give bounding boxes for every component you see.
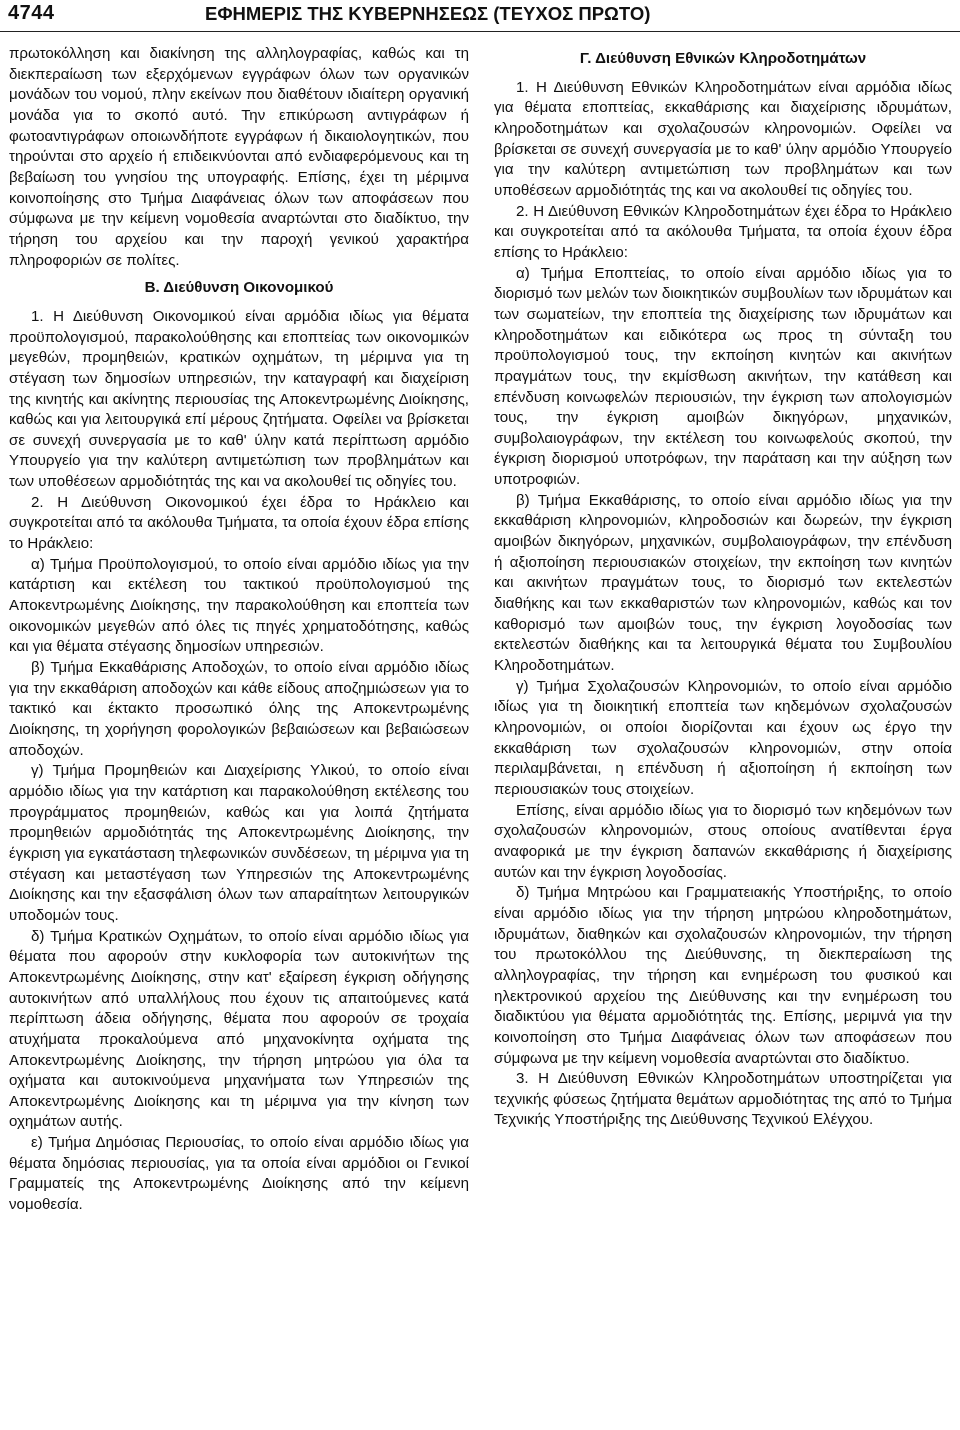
left-column [9,44,469,1216]
paragraph-b2d: δ) Τμήμα Κρατικών Οχημάτων, το οποίο είναι αρμόδιο ιδίως για θέματα που αφορούν στην κυκλοφορία των αυτοκινήτων της Αποκεντρωμένης Διοίκησης, στην κατ' εξαίρεση έγκριση οδήγησης αυτοκινήτων από υπαλλήλους που έχουν τις απαιτούμενες κατά περίπτωση άδεια οδήγησης, θέματα που αφορούν σε τροχαία ατυχήματα προκαλούμενα από μηχανοκίνητα οχήματα της Αποκεντρωμένης Διοίκησης, την τήρηση μητρώου για όλα τα οχήματα και αυτοκινούμενα μηχανήματα των Υπηρεσιών της Αποκεντρωμένης Διοίκησης και τη μέριμνα για την κίνηση των οχημάτων αυτής. [9,927,469,1131]
page-number: 4744 [8,2,55,24]
paragraph-c2d: δ) Τμήμα Μητρώου και Γραμματειακής Υποστήριξης, το οποίο είναι αρμόδιο ιδίως για την τήρηση μητρώου κληροδοτημάτων, ιδρυμάτων, διαθηκών και σχολαζουσών κληρονομιών, την τήρηση του πρωτοκόλλου της Διεύθυνσης, τη διεκπεραίωση της αλληλογραφίας, την τήρηση και ενημέρωση του φυσικού και ηλεκτρονικού αρχείου της Διεύθυνσης και την ενημέρωση του διαδικτύου για θέματα αρμοδιότητάς της. Επίσης, μεριμνά για την κοινοποίηση στο Τμήμα Διαφάνειας όλων των αποφάσεων που σύμφωνα με την κείμενη νομοθεσία αναρτώνται στο διαδίκτυο. [494,884,952,1067]
paragraph-c2c-extra: Επίσης, είναι αρμόδιο ιδίως για το διορισμό των κηδεμόνων των σχολαζουσών κληρονομιών, στους οποίους ανατίθενται έργα αναφορικά με την έγκριση δαπανών εκκαθάρισης ή διαχείρισης αυτών και την έγκριση λογοδοσίας. [494,801,952,881]
paragraph-b2b: β) Τμήμα Εκκαθάρισης Αποδοχών, το οποίο είναι αρμόδιο ιδίως για την εκκαθάριση αποδοχών και κάθε είδους αποζημιώσεων για το τακτικό και έκτακτο προσωπικό όλης της Αποκεντρωμένης Διοίκησης, τη χορήγηση φορολογικών βεβαιώσεων και βεβαιώσεων αποδοχών. [9,659,469,759]
paragraph-b2e: ε) Τμήμα Δημόσιας Περιουσίας, το οποίο είναι αρμόδιο ιδίως για θέματα δημόσιας περιουσίας, για τα οποία είναι αρμόδιοι οι Γενικοί Γραμματείς της Αποκεντρωμένης Διοίκησης από την κείμενη νομοθεσία. [9,1134,469,1214]
paragraph-c2a: α) Τμήμα Εποπτείας, το οποίο είναι αρμόδιο ιδίως για το διορισμό των μελών των διοικητικών συμβουλίων των ιδρυμάτων και των σωματείων, την εποπτεία της διαχείρισης των ιδρυμάτων και κληροδοτημάτων και ειδικότερα ως προς τη σύνταξη του προϋπολογισμού τους, την εκποίηση κινητών και ακινήτων πραγμάτων τους, την εκμίσθωση ακινήτων, την κατάθεση και επένδυση κοινωφελών περιουσιών, την έγκριση των απολογισμών τους, την έγκριση αμοιβών δικηγόρων, μηχανικών, συμβολαιογράφων, την εκτέλεση του κοινωφελούς σκοπού, την έγκριση διορισμού υποτρόφων, την παράταση και την αύξηση των υποτροφιών. [494,264,952,489]
journal-title: ΕΦΗΜΕΡΙΣ ΤΗΣ ΚΥΒΕΡΝΗΣΕΩΣ (ΤΕΥΧΟΣ ΠΡΩΤΟ) [205,3,651,24]
paragraph-b2c: γ) Τμήμα Προμηθειών και Διαχείρισης Υλικού, το οποίο είναι αρμόδιο ιδίως για την κατάρτιση και παρακολούθηση εκτέλεσης του προγράμματος προμηθειών, καθώς και για λοιπά ζητήματα προμηθειών αρμοδιότητάς της Αποκεντρωμένης Διοίκησης, την έγκριση για εγκατάσταση τηλεφωνικών συνδέσεων, τη μέριμνα για τη στέγαση και μεταστέγαση των Υπηρεσιών της Αποκεντρωμένης Διοίκησης και την εξασφάλιση όλων των απαραίτητων λειτουργικών υποδομών τους. [9,762,469,924]
paragraph-c3: 3. Η Διεύθυνση Εθνικών Κληροδοτημάτων υποστηρίζεται για τεχνικής φύσεως ζητήματα θεμάτων αρμοδιότητας της από το Τμήμα Τεχνικής Υποστήριξης της Διεύθυνσης Τεχνικού Ελέγχου. [494,1070,952,1129]
paragraph-c2b: β) Τμήμα Εκκαθάρισης, το οποίο είναι αρμόδιο ιδίως για την εκκαθάριση κληρονομιών, κληροδοσιών και δωρεών, την έγκριση αμοιβών δικηγόρων, μηχανικών, συμβολαιογράφων, την επένδυση ή αξιοποίηση περιουσιακών στοιχείων, την εκποίηση των κινητών και ακινήτων πραγμάτων τους, το διορισμό των εκτελεστών διαθήκης και των εκκαθαριστών των κληρονομιών, καθώς και τον καθορισμό των αμοιβών τους, την έγκριση λογοδοσίας των εκτελεστών διαθήκης και τα λειτουργικά θέματα του Συμβουλίου Κληροδοτημάτων. [494,491,952,675]
paragraph-b2a: α) Τμήμα Προϋπολογισμού, το οποίο είναι αρμόδιο ιδίως για την κατάρτιση και εκτέλεση του τακτικού προϋπολογισμού της Αποκεντρωμένης Διοίκησης, την παρακολούθηση και εποπτεία των οικονομικών μεγεθών από όλες τις πηγές χρηματοδότησης, καθώς και για θέματα στέγασης δημοσίων υπηρεσιών. [9,555,469,656]
heading-directorate-bequests: Γ. Διεύθυνση Εθνικών Κληροδοτημάτων [579,50,867,67]
paragraph-b1: 1. Η Διεύθυνση Οικονομικού είναι αρμόδια ιδίως για θέματα προϋπολογισμού, παρακολούθησης και εποπτείας των οικονομικών μεγεθών, προμηθειών, κρατικών οχημάτων, τη μέριμνα για τη στέγαση των δημοσίων υπηρεσιών, την καταγραφή και διαχείριση της κινητής και ακίνητης περιουσίας της Αποκεντρωμένης Διοίκησης, καθώς και για λειτουργικά επί μέρους ζητήματα. Οφείλει να βρίσκεται σε συνεχή συνεργασία με το καθ' ύλην κατά περίπτωση αρμόδιο Υπουργείο για την καλύτερη αντιμετώπιση των προβλημάτων και των υποθέσεων αρμοδιότητάς της και να ακολουθεί τις οδηγίες του. [9,307,469,491]
paragraph-c2c: γ) Τμήμα Σχολαζουσών Κληρονομιών, το οποίο είναι αρμόδιο ιδίως για τη διοικητική εποπτεία των κηδεμόνων σχολαζουσών κληρονομιών, οι οποίοι διορίζονται και έχουν ως έργο την εκκαθάριση των σχολαζουσών κληρονομιών, στην οποία περιλαμβάνεται, η επένδυση ή αξιοποίηση ή εκποίηση των περιουσιακών τους στοιχείων. [494,677,952,798]
paragraph-b2: 2. Η Διεύθυνση Οικονομικού έχει έδρα το Ηράκλειο και συγκροτείται από τα ακόλουθα Τμήματα, τα οποία έχουν έδρα επίσης το Ηράκλειο: [9,493,469,553]
heading-directorate-finance: Β. Διεύθυνση Οικονομικού [144,279,334,297]
page-header [0,0,960,32]
paragraph-intro: πρωτοκόλληση και διακίνηση της αλληλογραφίας, καθώς και τη διεκπεραίωση των εξερχόμενων εγγράφων όλων των οργανικών μονάδων του νομού, πλην εκείνων που διαθέτουν ιδιαίτερη οργανική μονάδα για το σκοπό αυτό. Την επικύρωση αντιγράφων ή φωτοαντιγράφων οποιωνδήποτε εγγράφων ή δικαιολογητικών, που τηρούνται στο αρχείο ή επιδεικνύονται από ενδιαφερόμενους και τη βεβαίωση του γνησίου της υπογραφής. Επίσης, έχει τη μέριμνα κοινοποίησης στο Τμήμα Διαφάνειας όλων των αποφάσεων που σύμφωνα με την κείμενη νομοθεσία αναρτώνται στο διαδίκτυο, την τήρηση του αρχείου και την παροχή γενικού χαρακτήρα πληροφοριών σε πολίτες. [9,45,469,269]
paragraph-c2: 2. Η Διεύθυνση Εθνικών Κληροδοτημάτων έχει έδρα το Ηράκλειο και συγκροτείται από τα ακόλουθα Τμήματα, τα οποία έχουν έδρα επίσης το Ηράκλειο: [494,202,952,261]
paragraph-c1: 1. Η Διεύθυνση Εθνικών Κληροδοτημάτων είναι αρμόδια ιδίως για θέματα εποπτείας, εκκαθάρισης και διαχείρισης ιδρυμάτων, κληροδοτημάτων και σχολαζουσών κληρονομιών. Οφείλει να βρίσκεται σε συνεχή συνεργασία με το καθ' ύλην αρμόδιο Υπουργείο για την καλύτερη αντιμετώπιση των προβλημάτων και των υποθέσεων αρμοδιότητάς της και να ακολουθεί τις οδηγίες του. [494,78,952,199]
right-column [494,44,952,1131]
